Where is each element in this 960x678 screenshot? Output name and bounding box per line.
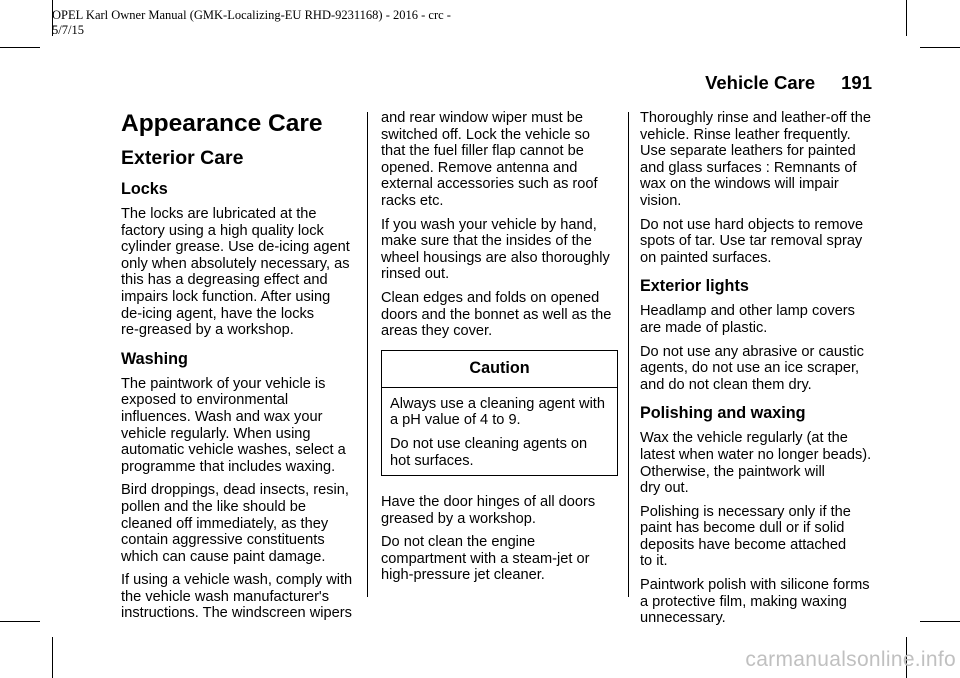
paragraph: If using a vehicle wash, comply with the vehicle wash manufacturer's instructions. The windscreen wipers [121, 572, 353, 622]
caution-body [382, 388, 617, 475]
column-right [640, 110, 876, 634]
section-heading: Exterior Care [121, 147, 244, 169]
paragraph: The paintwork of your vehicle is exposed to environmental influences. Wash and wax your vehicle regularly. When using automatic vehicle washes, select a programme that includes waxing. [121, 375, 346, 475]
paragraph: Do not use hard objects to remove spots of tar. Use tar removal spray on painted surfaces. [640, 216, 864, 266]
paragraph: Bird droppings, dead insects, resin, pollen and the like should be cleaned off immediately, as they contain aggressive constituents which can cause paint damage. [121, 482, 349, 565]
crop-mark [906, 0, 907, 36]
caution-title: Caution [469, 358, 530, 377]
paragraph: Paintwork polish with silicone forms a protective film, making waxing unnecessary. [640, 577, 870, 627]
paragraph: If you wash your vehicle by hand, make sure that the insides of the wheel housings are also thoroughly rinsed out. [381, 216, 610, 283]
paragraph: Headlamp and other lamp covers are made of plastic. [640, 303, 855, 336]
column-divider [367, 112, 368, 597]
caution-text: Do not use cleaning agents on hot surfaces. [390, 435, 588, 469]
subsection-heading-locks: Locks [121, 180, 168, 198]
paragraph: The locks are lubricated at the factory using a high quality lock cylinder grease. Use de-icing agent only when absolutely necessary, as this has a degreasing effect and impairs lock function. After using de-icing agent, have the locks re-greased by a workshop. [121, 206, 350, 339]
column-left [121, 110, 356, 629]
crop-mark [52, 637, 53, 678]
paragraph: and rear window wiper must be switched off. Lock the vehicle so that the fuel filler flap cannot be opened. Remove antenna and external accessories such as roof racks etc. [381, 110, 598, 209]
page-number: 191 [841, 72, 872, 93]
subsection-heading-washing: Washing [121, 349, 188, 368]
subsection-heading-exterior-lights: Exterior lights [640, 277, 749, 296]
paragraph: Polishing is necessary only if the paint has become dull or if solid deposits have become attached to it. [640, 503, 851, 570]
watermark-link[interactable]: carmanualsonline.info [745, 648, 956, 671]
crop-mark [0, 621, 40, 622]
paragraph: Wax the vehicle regularly (at the latest when water no longer beads). Otherwise, the paintwork will dry out. [640, 430, 872, 497]
document-header [52, 8, 492, 38]
paragraph: Do not clean the engine compartment with a steam-jet or high-pressure jet cleaner. [381, 534, 590, 584]
document-header-date: 5/7/15 [52, 23, 84, 37]
running-head [500, 72, 872, 94]
caution-box [381, 350, 618, 476]
paragraph: Clean edges and folds on opened doors and the bonnet as well as the areas they cover. [381, 289, 612, 340]
column-divider [628, 112, 629, 597]
paragraph: Do not use any abrasive or caustic agents, do not use an ice scraper, and do not clean them dry. [640, 343, 864, 393]
column-middle [381, 110, 619, 591]
section-title: Vehicle Care [705, 72, 816, 93]
crop-mark [0, 47, 40, 48]
crop-mark [920, 47, 960, 48]
document-header-line: OPEL Karl Owner Manual (GMK-Localizing-EU RHD-9231168) - 2016 - crc - [52, 8, 451, 22]
paragraph: Thoroughly rinse and leather-off the vehicle. Rinse leather frequently. Use separate leathers for painted and glass surfaces : Remnants of wax on the windows will impair vision. [640, 110, 871, 209]
caution-text: Always use a cleaning agent with a pH value of 4 to 9. [390, 395, 605, 429]
paragraph: Have the door hinges of all doors greased by a workshop. [381, 494, 596, 527]
chapter-title: Appearance Care [121, 110, 323, 137]
subsection-heading-polishing: Polishing and waxing [640, 404, 806, 423]
crop-mark [920, 621, 960, 622]
